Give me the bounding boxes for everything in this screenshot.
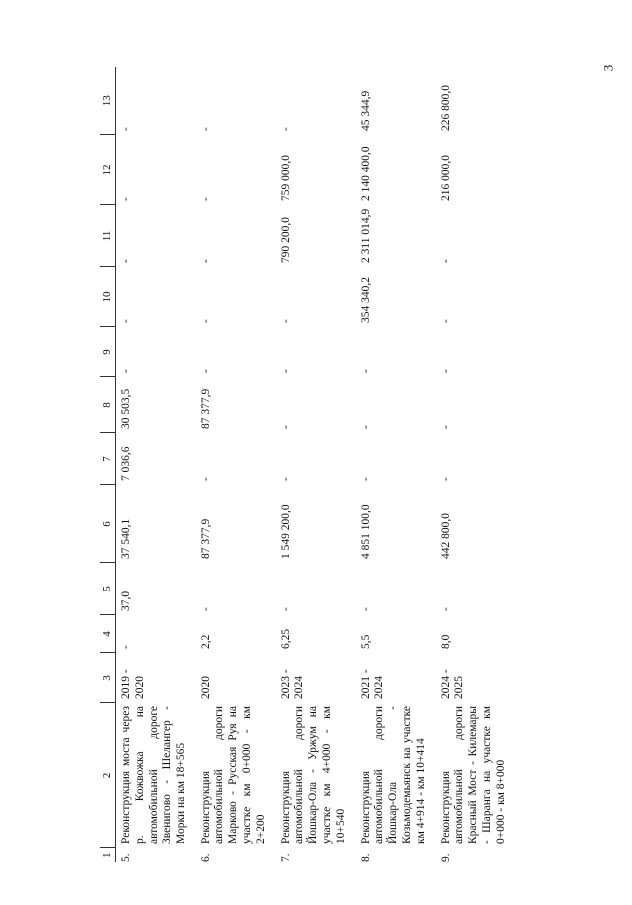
cell-col-5: - [359, 607, 372, 611]
cell-col-13: 45 344,9 [359, 90, 372, 131]
object-name: Реконструкция автомобильной дороги Йошкар-Ола - Уржум на участке км 4+000 - км 10+540 [279, 706, 347, 844]
cell-col-8: 30 503,5 [120, 388, 132, 429]
cell-col-10: 354 340,2 [359, 277, 372, 323]
table-row [116, 67, 196, 862]
cell-col-4: 6,25 [279, 628, 292, 649]
header-col-11: 11 [100, 205, 116, 267]
object-name: Реконструкция автомобильной дороги Красный Мост - Килемары - Шаранга на участке км 0+000 - км 8+000 [439, 706, 507, 844]
rotated-table-container [100, 67, 516, 862]
row-number: 8. [359, 853, 372, 862]
cell-col-10: - [279, 319, 292, 323]
header-col-12: 12 [100, 135, 116, 205]
cell-col-4: 5,5 [359, 634, 372, 649]
cell-col-12: 759 000,0 [279, 155, 292, 201]
cell-col-8: - [439, 425, 452, 429]
cell-col-11: - [120, 259, 132, 263]
cell-col-9: - [359, 369, 372, 373]
header-row [100, 67, 116, 862]
cell-col-7: - [199, 477, 212, 481]
header-col-2: 2 [100, 703, 116, 848]
cell-col-5: 37,0 [120, 590, 132, 611]
cell-col-4: - [120, 645, 132, 649]
cell-col-10: - [120, 319, 132, 323]
header-col-8: 8 [100, 377, 116, 433]
table-row [436, 67, 516, 862]
cell-col-12: - [120, 197, 132, 201]
row-number: 7. [279, 853, 292, 862]
cell-col-6: 4 851 100,0 [359, 504, 372, 559]
years: 2024 - 2025 [439, 669, 466, 699]
years: 2023 - 2024 [279, 669, 306, 699]
cell-col-11: 790 200,0 [279, 217, 292, 263]
cell-col-10: - [199, 319, 212, 323]
row-number: 9. [439, 853, 452, 862]
cell-col-5: - [199, 607, 212, 611]
cell-col-7: - [279, 477, 292, 481]
cell-col-13: 226 800,0 [439, 85, 452, 131]
cell-col-11: 2 311 014,9 [359, 208, 372, 263]
cell-col-9: - [199, 369, 212, 373]
cell-col-9: - [439, 369, 452, 373]
cell-col-9: - [279, 369, 292, 373]
table-row [356, 67, 436, 862]
header-col-6: 6 [100, 485, 116, 563]
row-number: 6. [199, 853, 212, 862]
cell-col-11: - [199, 259, 212, 263]
header-col-9: 9 [100, 327, 116, 377]
cell-col-6: 442 800,0 [439, 513, 452, 559]
cell-col-9: - [120, 369, 132, 373]
object-name: Реконструкция автомобильной дороги Йошкар-Ола - Козьмодемьянск на участке км 4+914 - км 10+414 [359, 706, 427, 844]
cell-col-5: - [279, 607, 292, 611]
header-col-1: 1 [100, 848, 116, 862]
page-number: 3 [600, 64, 616, 72]
cell-col-6: 87 377,9 [199, 518, 212, 559]
cell-col-13: - [279, 127, 292, 131]
cell-col-12: 216 000,0 [439, 155, 452, 201]
cell-col-11: - [439, 259, 452, 263]
cell-col-13: - [199, 127, 212, 131]
header-col-3: 3 [100, 653, 116, 703]
cell-col-8: - [359, 425, 372, 429]
program-table [100, 67, 516, 862]
table-row [196, 67, 276, 862]
header-col-10: 10 [100, 267, 116, 327]
years: 2019 - 2020 [120, 669, 146, 699]
years: 2021 - 2024 [359, 669, 386, 699]
header-col-5: 5 [100, 563, 116, 615]
row-number: 5. [120, 853, 132, 862]
cell-col-7: - [359, 477, 372, 481]
object-name: Реконструкция автомобильной дороги Марково - Русская Руя на участке км 0+000 - км 2+200 [199, 706, 267, 844]
cell-col-6: 37 540,1 [120, 518, 132, 559]
cell-col-8: - [279, 425, 292, 429]
header-col-13: 13 [100, 67, 116, 135]
object-name: Реконструкция моста через р. Кожвожка на автомобильной дороге Звенигово - Шелангер - Морки на км 18+565 [120, 706, 188, 844]
cell-col-7: - [439, 477, 452, 481]
cell-col-4: 2,2 [199, 634, 212, 649]
header-col-7: 7 [100, 433, 116, 485]
cell-col-6: 1 549 200,0 [279, 504, 292, 559]
cell-col-13: - [120, 127, 132, 131]
cell-col-4: 8,0 [439, 634, 452, 649]
years: 2020 [199, 676, 212, 699]
header-col-4: 4 [100, 615, 116, 653]
cell-col-7: 7 036,6 [120, 446, 132, 481]
cell-col-10: - [439, 319, 452, 323]
cell-col-5: - [439, 607, 452, 611]
cell-col-12: 2 140 400,0 [359, 146, 372, 201]
table-row [276, 67, 356, 862]
cell-col-12: - [199, 197, 212, 201]
cell-col-8: 87 377,9 [199, 388, 212, 429]
